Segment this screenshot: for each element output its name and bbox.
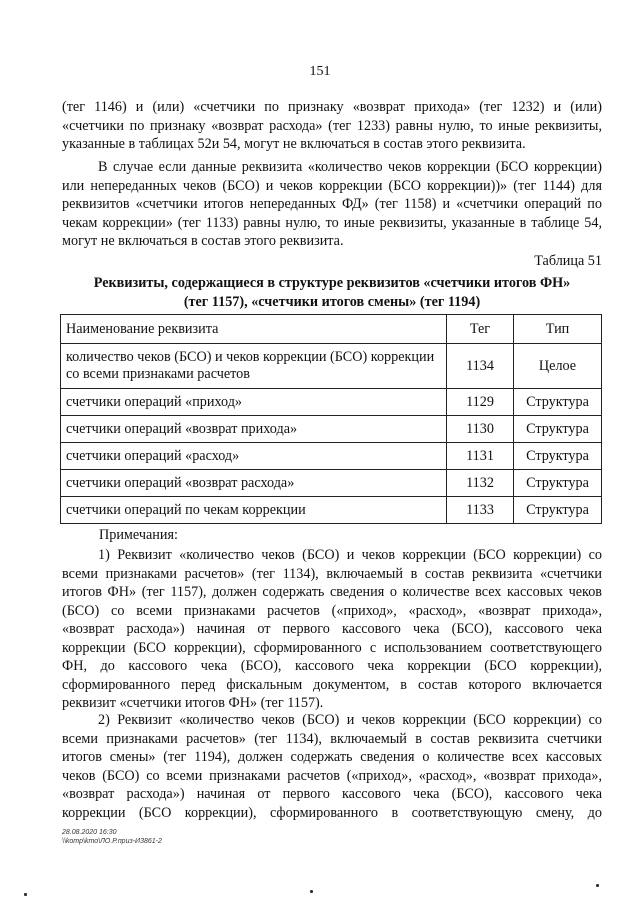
scan-speck bbox=[24, 893, 27, 896]
paragraph-continuation bbox=[62, 98, 602, 154]
table-title-line: (тег 1157), «счетчики итогов смены» (тег 1194) bbox=[183, 294, 481, 310]
table-title-line: Реквизиты, содержащиеся в структуре реквизитов «счетчики итогов ФН» bbox=[93, 275, 571, 291]
header-tag: Тег bbox=[447, 315, 514, 344]
cell-name: счетчики операций «возврат прихода» bbox=[61, 416, 447, 443]
cell-type: Структура bbox=[514, 389, 602, 416]
cell-type: Структура bbox=[514, 497, 602, 524]
cell-tag: 1129 bbox=[447, 389, 514, 416]
scan-speck bbox=[596, 884, 599, 887]
text-line: В случае если данные реквизита «количество чеков коррекции (БСО коррекции) bbox=[98, 159, 602, 175]
cell-type: Структура bbox=[514, 470, 602, 497]
text-line: указанные в таблицах 52и 54, могут не включаться в состав этого реквизита. bbox=[62, 136, 526, 152]
footer-file-path: \\komp\kmo\ЛО.Р.приз-И3861-2 bbox=[62, 838, 162, 845]
text-line: (тег 1146) и (или) «счетчики по признаку «возврат прихода» (тег 1232) и (или) bbox=[62, 99, 602, 115]
text-line: коррекции (БСО коррекции), сформированного с использованием соответствующего bbox=[62, 639, 602, 656]
note-1 bbox=[62, 546, 602, 713]
text-line: «возврат расхода») начиная от первого кассового чека (БСО), кассового чека bbox=[62, 786, 602, 802]
table-header-row bbox=[61, 315, 602, 344]
table-row bbox=[61, 344, 602, 389]
text-line: реквизитов «счетчики итогов непереданных ФД» (тег 1158) и «счетчики операций по bbox=[62, 196, 602, 212]
text-line: итогов ФН» (тег 1157), должен содержать сведения о количестве всех кассовых чеков bbox=[62, 584, 602, 600]
table-caption: Таблица 51 bbox=[534, 253, 602, 269]
table-row bbox=[61, 470, 602, 497]
notes-heading: Примечания: bbox=[99, 527, 178, 543]
text-line: «счетчики по признаку «возврат расхода» (тег 1233) равны нулю, то иные реквизиты, bbox=[62, 117, 602, 134]
text-line: или непереданных чеков (БСО) и чеков коррекции (БСО коррекции))» (тег 1144) для bbox=[62, 177, 602, 194]
table-title bbox=[62, 274, 602, 312]
text-line: реквизит «счетчики итогов ФН» (тег 1157). bbox=[62, 695, 324, 711]
text-line: 1) Реквизит «количество чеков (БСО) и чеков коррекции (БСО коррекции) со bbox=[98, 547, 602, 563]
text-line: чеков (БСО) со всеми признаками расчетов («приход», «расход», «возврат прихода», bbox=[62, 767, 602, 784]
text-line: чекам коррекции» (тег 1133) равны нулю, то иные реквизиты, указанные в таблице 54, bbox=[62, 214, 602, 231]
text-line: сформированного перед фискальным документом, в состав которого включается bbox=[62, 676, 602, 693]
text-line: всеми признаками расчетов» (тег 1134), включаемый в состав реквизита «счетчики bbox=[62, 565, 602, 582]
text-line: 2) Реквизит «количество чеков (БСО) и чеков коррекции (БСО коррекции) со bbox=[98, 712, 602, 728]
requisites-table bbox=[60, 314, 602, 524]
table-row bbox=[61, 416, 602, 443]
cell-name: счетчики операций «приход» bbox=[61, 389, 447, 416]
cell-tag: 1134 bbox=[447, 344, 514, 389]
cell-name: счетчики операций «возврат расхода» bbox=[61, 470, 447, 497]
cell-tag: 1131 bbox=[447, 443, 514, 470]
header-name: Наименование реквизита bbox=[61, 315, 447, 344]
text-line: могут не включаться в состав этого реквизита. bbox=[62, 233, 344, 249]
cell-tag: 1133 bbox=[447, 497, 514, 524]
text-line: (БСО) со всеми признаками расчетов («приход», «расход», «возврат прихода», bbox=[62, 602, 602, 619]
table-row bbox=[61, 497, 602, 524]
cell-name: счетчики операций «расход» bbox=[61, 443, 447, 470]
cell-type: Структура bbox=[514, 443, 602, 470]
scan-speck bbox=[310, 890, 313, 893]
cell-name: счетчики операций по чекам коррекции bbox=[61, 497, 447, 524]
paragraph-correction-checks bbox=[62, 158, 602, 251]
table-row bbox=[61, 443, 602, 470]
table-row bbox=[61, 389, 602, 416]
note-2 bbox=[62, 711, 602, 822]
text-line: ФН, до кассового чека (БСО), кассового чека коррекции (БСО коррекции), bbox=[62, 658, 602, 674]
text-line: всеми признаками расчетов» (тег 1134), включаемый в состав реквизита счетчики bbox=[62, 730, 602, 747]
cell-name: количество чеков (БСО) и чеков коррекции (БСО) коррекции со всеми признаками расчетов bbox=[61, 344, 447, 389]
cell-type: Целое bbox=[514, 344, 602, 389]
text-line: коррекции (БСО коррекции), сформированного в соответствующую смену, до bbox=[62, 804, 602, 821]
cell-type: Структура bbox=[514, 416, 602, 443]
page-number: 151 bbox=[309, 64, 331, 79]
cell-tag: 1132 bbox=[447, 470, 514, 497]
text-line: итогов смены» (тег 1194), должен содержать сведения о количестве всех кассовых bbox=[62, 749, 602, 765]
text-line: «возврат расхода») начиная от первого кассового чека (БСО), кассового чека bbox=[62, 621, 602, 637]
footer-timestamp: 28.08.2020 16:30 bbox=[62, 829, 117, 836]
cell-tag: 1130 bbox=[447, 416, 514, 443]
header-type: Тип bbox=[514, 315, 602, 344]
